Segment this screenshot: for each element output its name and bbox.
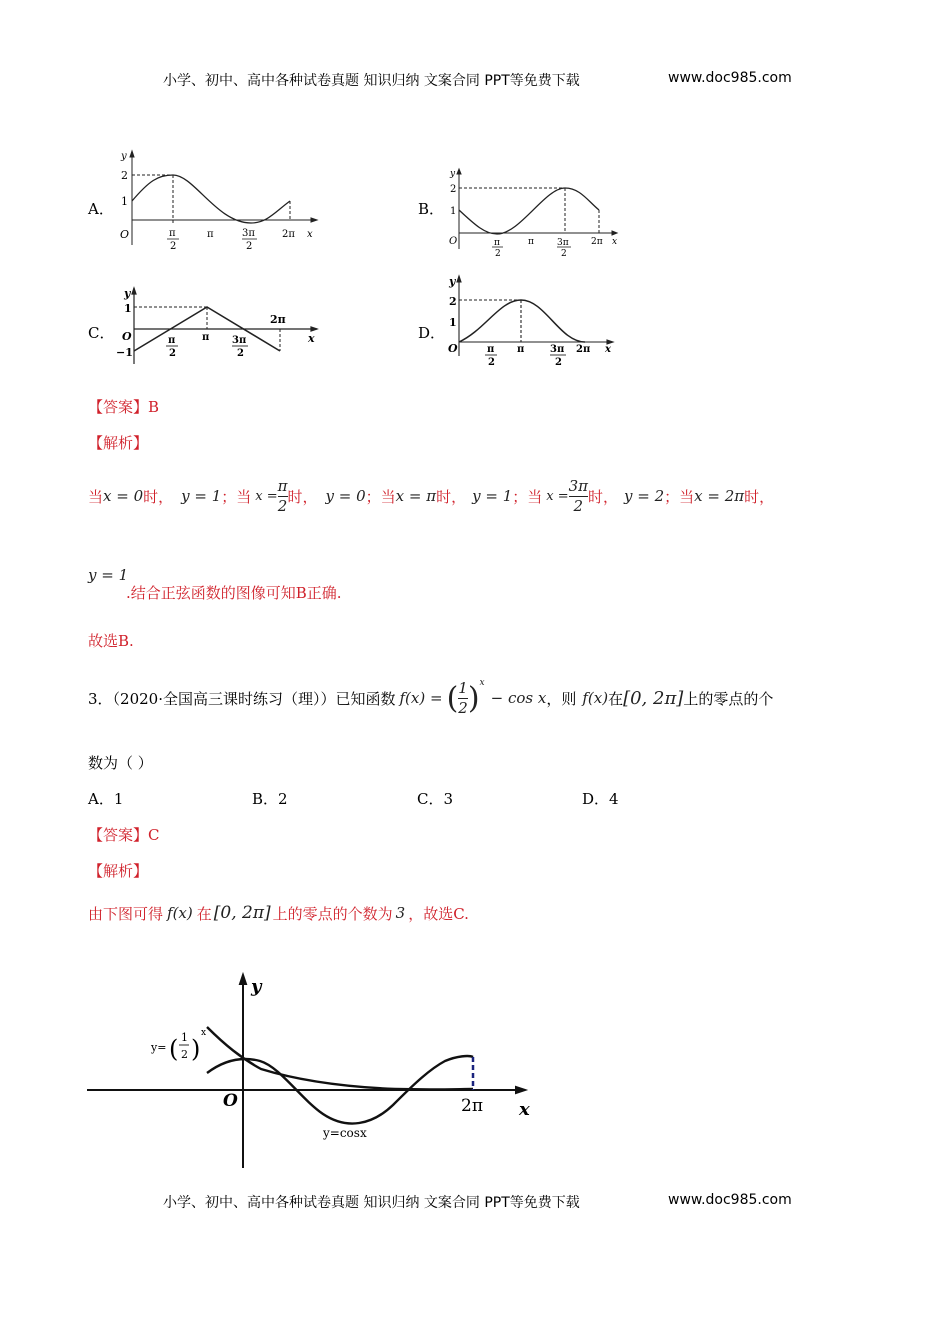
l1-p10: 时， — [744, 487, 775, 506]
l1-p9: ；当 — [664, 487, 695, 506]
mini-a-y: y — [121, 151, 127, 162]
header-site: www.doc985.com — [668, 70, 792, 86]
l1-m8: y = 2 — [624, 487, 665, 505]
q2-analysis-line2-text: .结合正弦函数的图像可知B正确. — [126, 584, 342, 602]
mini-d-pi2-d: 2 — [488, 357, 495, 368]
mini-b-3pi2-d: 2 — [561, 249, 567, 257]
mini-c-y: y — [124, 287, 131, 300]
mini-a-pi: π — [207, 229, 214, 240]
mini-c-minus-one: −1 — [116, 346, 133, 359]
q2-analysis-line1 — [88, 466, 774, 526]
mini-c-pi2-d: 2 — [169, 348, 176, 359]
q3-cos: − cos x — [490, 689, 547, 707]
l2-m1: y = 1 — [88, 566, 129, 584]
l1-frac1 — [277, 476, 288, 515]
l1-p1: 当 — [88, 487, 104, 506]
q3-stem-fx: f(x) = — [399, 689, 443, 707]
graph-two-pi: 2π — [461, 1096, 483, 1116]
footer-text: 小学、初中、高中各种试卷真题 知识归纳 文案合同 PPT等免费下载 — [163, 1195, 580, 1211]
q3-option-b: B．2 — [252, 790, 288, 808]
q2-analysis-label: 【解析】 — [88, 434, 149, 452]
l1-m2: y = 1 — [181, 487, 222, 505]
q3-stem-c: 在 — [608, 689, 624, 708]
footer-site: www.doc985.com — [668, 1192, 792, 1208]
q2-analysis-line2 — [88, 566, 128, 584]
header-text: 小学、初中、高中各种试卷真题 知识归纳 文案合同 PPT等免费下载 — [163, 73, 580, 89]
main-graph — [85, 965, 545, 1175]
l1-frac2-den: 2 — [573, 496, 584, 515]
q3-paren-left: ( — [446, 680, 459, 716]
mini-a-two: 2 — [121, 169, 128, 182]
mini-c-3pi2-d: 2 — [237, 348, 244, 359]
mini-a-3pi2-d: 2 — [246, 241, 253, 252]
mini-c-x: x — [308, 332, 315, 345]
q3-sol-c: 上的零点的个数为 — [272, 904, 393, 923]
mini-d-2pi: 2π — [576, 344, 591, 355]
l1-frac2-num: 3π — [568, 476, 589, 495]
mini-d-two: 2 — [449, 295, 457, 308]
q3-paren-right: ) — [467, 680, 480, 716]
l1-m4: y = 0 — [325, 487, 366, 505]
mini-b-3pi2-n: 3π — [557, 238, 569, 248]
graph-y-label: y — [251, 976, 262, 997]
mini-b-x: x — [612, 237, 618, 247]
graph-option-c — [112, 282, 327, 372]
q3-option-d: D．4 — [582, 790, 619, 808]
q3-sol-interval: [0, 2π] — [213, 903, 271, 923]
mini-b-pi2-n: π — [494, 238, 500, 248]
graph-origin: O — [223, 1091, 238, 1111]
mini-c-3pi2-n: 3π — [232, 335, 247, 346]
graph-option-a — [112, 145, 327, 255]
q3-option-a: A．1 — [88, 790, 124, 808]
l1-m7: x = — [546, 488, 569, 504]
l1-p4: 时， — [287, 487, 318, 506]
mini-d-x: x — [605, 344, 611, 355]
graph-x-label: x — [519, 1099, 530, 1120]
l1-frac1-den: 2 — [277, 496, 288, 515]
l1-m5: x = π — [395, 487, 437, 505]
option-d-label: D． — [418, 324, 446, 342]
q3-stem-interval: [0, 2π] — [623, 687, 684, 709]
q3-solution — [88, 896, 469, 930]
graph-exp-paren-left: ( — [169, 1035, 179, 1063]
graph-cos-label: y=cosx — [323, 1126, 367, 1140]
q3-half — [458, 678, 468, 717]
mini-b-y: y — [450, 169, 456, 179]
mini-c-one: 1 — [124, 302, 132, 315]
l1-m9: x = 2π — [694, 487, 745, 505]
q3-half-d: 2 — [458, 698, 468, 717]
l1-frac1-num: π — [277, 476, 288, 495]
mini-d-pi2-n: π — [487, 344, 495, 355]
mini-b-pi: π — [528, 237, 534, 247]
l1-p3: ；当 — [221, 487, 252, 506]
q3-answer: 【答案】C — [88, 826, 160, 844]
l1-m1: x = 0 — [103, 487, 144, 505]
graph-exp-prefix: y= — [151, 1041, 167, 1054]
mini-a-pi2-n: π — [169, 228, 176, 239]
mini-b-two: 2 — [450, 184, 457, 195]
mini-c-pi2-n: π — [168, 335, 176, 346]
graph-exp-sup: x — [201, 1028, 207, 1038]
graph-option-b — [445, 165, 625, 257]
l1-p8: 时， — [588, 487, 619, 506]
q3-sol-b: 在 — [196, 904, 212, 923]
graph-option-d — [445, 270, 625, 370]
q3-stem-a: 3．（2020·全国高三课时练习（理））已知函数 — [88, 689, 396, 708]
graph-exp-n: 1 — [181, 1031, 188, 1044]
q3-sol-d: ，故选C. — [408, 904, 469, 923]
q3-stem-fx2: f(x) — [582, 689, 609, 707]
mini-d-one: 1 — [449, 316, 457, 329]
mini-a-2pi: 2π — [282, 229, 295, 240]
mini-c-origin: O — [122, 330, 132, 343]
mini-a-one: 1 — [121, 195, 128, 208]
mini-d-origin: O — [448, 342, 458, 355]
q3-stem-end: 数为（ ） — [88, 754, 153, 772]
q3-stem-d: 上的零点的个 — [683, 689, 774, 708]
q3-sol-a: 由下图可得 — [88, 904, 164, 923]
mini-d-y: y — [449, 275, 456, 288]
option-a-label: A． — [88, 200, 114, 218]
q3-stem — [88, 672, 773, 724]
mini-c-pi: π — [202, 332, 210, 343]
graph-exp-d: 2 — [181, 1048, 188, 1061]
mini-d-3pi2-d: 2 — [555, 357, 562, 368]
l1-p6: 时， — [436, 487, 467, 506]
mini-a-origin: O — [120, 228, 130, 241]
l1-p2: 时， — [143, 487, 174, 506]
mini-b-2pi: 2π — [591, 237, 603, 247]
mini-d-pi: π — [517, 344, 525, 355]
q3-half-n: 1 — [458, 678, 468, 697]
q2-conclusion: 故选B. — [88, 632, 134, 650]
option-c-label: C． — [88, 324, 115, 342]
option-b-label: B． — [418, 200, 445, 218]
q3-option-c: C．3 — [417, 790, 454, 808]
l1-p5: ；当 — [365, 487, 396, 506]
l1-p7: ；当 — [512, 487, 543, 506]
mini-a-3pi2-n: 3π — [242, 228, 255, 239]
mini-a-x: x — [307, 229, 313, 240]
mini-a-pi2-d: 2 — [170, 241, 177, 252]
q3-sol-fx: f(x) — [167, 904, 193, 922]
mini-b-origin: O — [449, 236, 458, 247]
q3-stem-b: ，则 — [546, 689, 577, 708]
graph-exp-paren-right: ) — [191, 1035, 201, 1063]
l1-frac2 — [568, 476, 589, 515]
q3-exp: x — [479, 678, 485, 688]
q3-sol-num: 3 — [395, 904, 406, 922]
mini-c-2pi: 2π — [270, 313, 286, 326]
mini-b-pi2-d: 2 — [495, 249, 501, 257]
mini-b-one: 1 — [450, 206, 457, 217]
q2-answer: 【答案】B — [88, 398, 160, 416]
l1-m3: x = — [255, 488, 278, 504]
q3-analysis-label: 【解析】 — [88, 862, 149, 880]
l1-m6: y = 1 — [472, 487, 513, 505]
mini-d-3pi2-n: 3π — [550, 344, 565, 355]
